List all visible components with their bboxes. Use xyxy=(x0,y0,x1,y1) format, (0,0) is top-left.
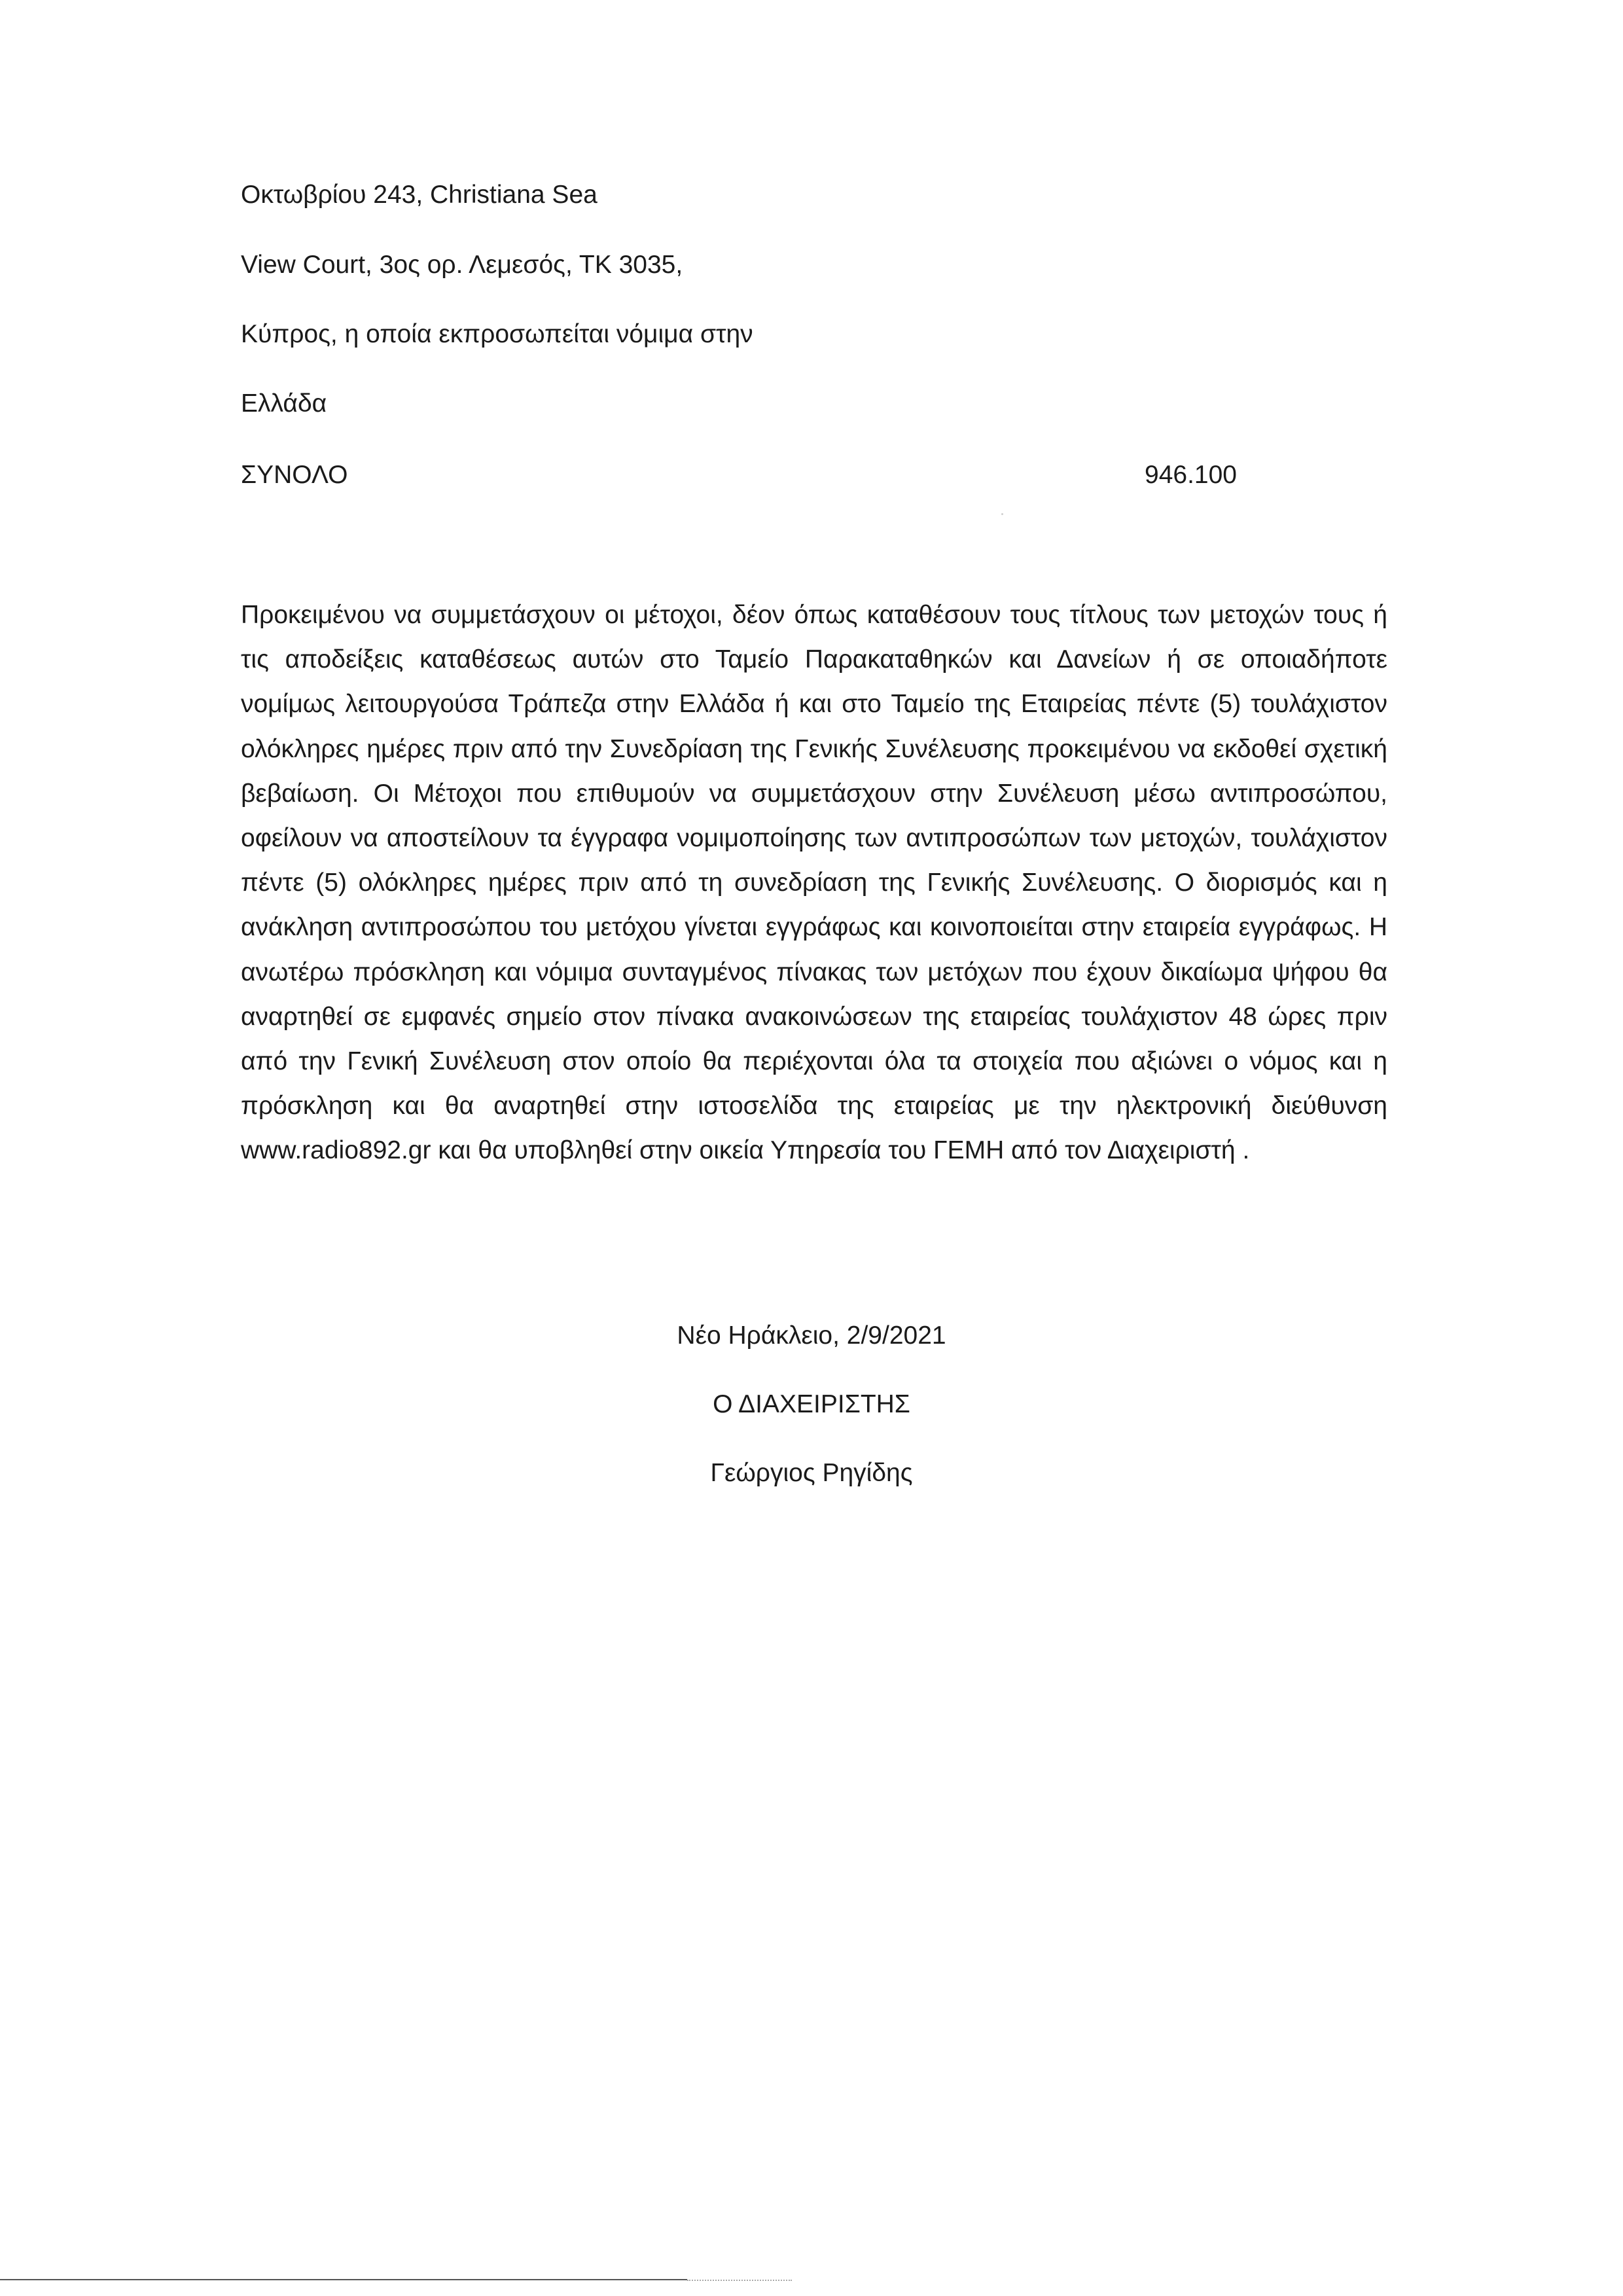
address-line-4: Ελλάδα xyxy=(241,389,327,418)
total-value: 946.100 xyxy=(1145,461,1237,489)
body-paragraph: Προκειμένου να συμμετάσχουν οι μέτοχοι, δέον όπως καταθέσουν τους τίτλους των μετοχών τους ή τις αποδείξεις καταθέσεως αυτών στο Ταμείο Παρακαταθηκών και Δανείων ή σε οποιαδήποτε νομίμως λειτουργούσα Τράπεζα στην Ελλάδα ή και στο Ταμείο της Εταιρείας πέντε (5) τουλάχιστον ολόκληρες ημέρες πριν από την Συνεδρίαση της Γενικής Συνέλευσης προκειμένου να εκδοθεί σχετική βεβαίωση. Οι Μέτοχοι που επιθυμούν να συμμετάσχουν στην Συνέλευση μέσω αντιπροσώπου, οφείλουν να αποστείλουν τα έγγραφα νομιμοποίησης των αντιπροσώπων των μετοχών, τουλάχιστον πέντε (5) ολόκληρες ημέρες πριν από τη συνεδρίαση της Γενικής Συνέλευσης. Ο διορισμός και η ανάκληση αντιπροσώπου του μετόχου γίνεται εγγράφως και κοινοποιείται στην εταιρεία εγγράφως. Η ανωτέρω πρόσκληση και νόμιμα συνταγμένος πίνακας των μετόχων που έχουν δικαίωμα ψήφου θα αναρτηθεί σε εμφανές σημείο στον πίνακα ανακοινώσεων της εταιρείας τουλάχιστον 48 ώρες πριν από την Γενική Συνέλευση στον οποίο θα περιέχονται όλα τα στοιχεία που αξιώνει ο νόμος και η πρόσκληση και θα αναρτηθεί στην ιστοσελίδα της εταιρείας με την ηλεκτρονική διεύθυνση www.radio892.gr και θα υποβληθεί στην οικεία Υπηρεσία του ΓΕΜΗ από τον Διαχειριστή . xyxy=(241,601,1387,1165)
signature-name: Γεώργιος Ρηγίδης xyxy=(710,1459,913,1487)
footer-rule xyxy=(0,2279,687,2280)
address-line-1: Οκτωβρίου 243, Christiana Sea xyxy=(241,181,597,209)
address-line-2: View Court, 3ος ορ. Λεμεσός, ΤΚ 3035, xyxy=(241,251,683,279)
signature-title: Ο ΔΙΑΧΕΙΡΙΣΤΗΣ xyxy=(713,1390,910,1418)
total-label: ΣΥΝΟΛΟ xyxy=(241,461,348,489)
address-line-3: Κύπρος, η οποία εκπροσωπείται νόμιμα στην xyxy=(241,320,753,348)
signature-place-date: Νέο Ηράκλειο, 2/9/2021 xyxy=(677,1321,946,1350)
scan-speck xyxy=(1001,513,1003,515)
footer-rule-faint xyxy=(687,2280,792,2281)
